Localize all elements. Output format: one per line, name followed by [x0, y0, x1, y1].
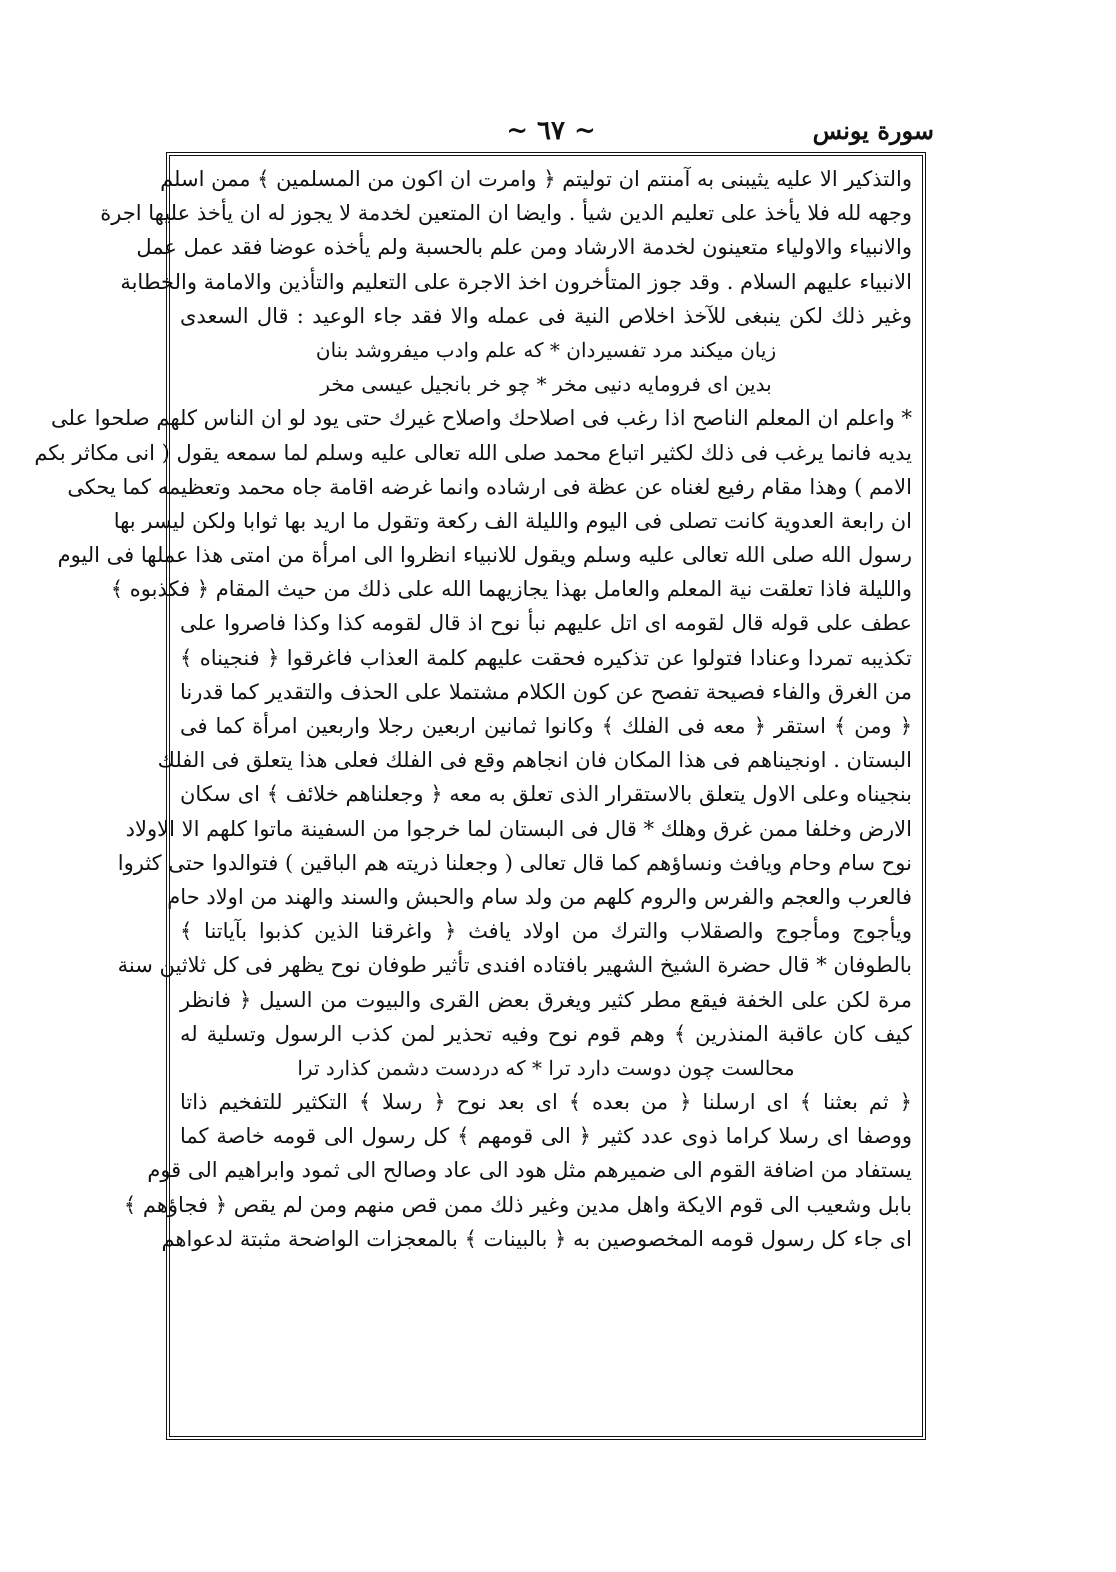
- poetry-verse: بدين اى فرومايه دنيى مخر * چو خر بانجيل عيسى مخر: [320, 372, 772, 397]
- poetry-verse: محالست چون دوست دارد ترا * كه دردست دشمن كذارد ترا: [297, 1055, 795, 1080]
- text-line: الانبياء عليهم السلام . وقد جوز المتأخرون اخذ الاجرة على التعليم والتأذين والامامة والخطابة: [120, 269, 912, 294]
- text-line: بالطوفان * قال حضرة الشيخ الشهير بافتاده افندى تأثير طوفان نوح يظهر فى كل ثلاثين سنة: [117, 953, 912, 978]
- text-line: ﴿ ثم بعثنا ﴾ اى ارسلنا ﴿ من بعده ﴾ اى بعد نوح ﴿ رسلا ﴾ التكثير للتفخيم ذاتا: [180, 1090, 912, 1115]
- text-line: والتذكير الا عليه يثيبنى به آمنتم ان توليتم ﴿ وامرت ان اكون من المسلمين ﴾ ممن اسلم: [160, 167, 912, 191]
- text-line: بنجيناه وعلى الاول يتعلق بالاستقرار الذى تعلق به معه ﴿ وجعلناهم خلائف ﴾ اى سكان: [180, 782, 912, 807]
- text-line: ان رابعة العدوية كانت تصلى فى اليوم والليلة الف ركعة وتقول ما اريد بها ثوابا ولكن ليسر بها: [113, 508, 912, 533]
- surah-title: سورة يونس: [812, 116, 934, 145]
- page-header: [168, 112, 934, 152]
- text-line: يديه فانما يرغب فى ذلك لكثير اتباع محمد صلى الله تعالى عليه وسلم لما سمعه يقول ( انى مكاثر بكم: [34, 440, 912, 465]
- text-line: * واعلم ان المعلم الناصح اذا رغب فى اصلاحك واصلاح غيرك حتى يود لو ان الناس كلهم صلحوا على: [50, 406, 912, 431]
- text-line: فالعرب والعجم والفرس والروم كلهم من ولد سام والحبش والسند والهند من اولاد حام: [167, 884, 912, 909]
- text-line: الامم ) وهذا مقام رفيع لغناه عن عظة فى ارشاده وانما غرضه اقامة جاه محمد وتعظيمه كما يحكى: [67, 474, 912, 499]
- text-frame: [34, 152, 926, 1440]
- text-line: رسول الله صلى الله تعالى عليه وسلم ويقول للانبياء انظروا الى امرأة من امتى هذا عملها فى اليوم: [57, 543, 912, 568]
- text-line: ووصفا اى رسلا كراما ذوى عدد كثير ﴿ الى قومهم ﴾ كل رسول الى قومه خاصة كما: [180, 1124, 912, 1149]
- text-line: الارض وخلفا ممن غرق وهلك * قال فى البستان لما خرجوا من السفينة ماتوا كلهم الا الاولاد: [125, 816, 912, 841]
- text-line: ويأجوج ومأجوج والصقلاب والترك من اولاد يافث ﴿ واغرقنا الذين كذبوا بآياتنا ﴾: [180, 919, 912, 944]
- text-line: وغير ذلك لكن ينبغى للآخذ اخلاص النية فى عمله والا فقد جاء الوعيد : قال السعدى: [180, 303, 912, 328]
- text-line: كيف كان عاقبة المنذرين ﴾ وهم قوم نوح وفيه تحذير لمن كذب الرسول وتسلية له: [180, 1021, 912, 1046]
- poetry-verse: زيان ميكند مرد تفسيردان * كه علم وادب ميفروشد بنان: [315, 337, 777, 362]
- text-line: نوح سام وحام ويافث ونساؤهم كما قال تعالى ( وجعلنا ذريته هم الباقين ) فتوالدوا حتى كثروا: [117, 850, 912, 875]
- page-number: ~ ٦٧ ~: [506, 116, 596, 146]
- text-line: اى جاء كل رسول قومه المخصوصين به ﴿ بالبينات ﴾ بالمعجزات الواضحة مثبتة لدعواهم: [161, 1226, 912, 1251]
- text-line: من الغرق والفاء فصيحة تفصح عن كون الكلام مشتملا على الحذف والتقدير كما قدرنا: [180, 679, 912, 704]
- text-line: وجهه لله فلا يأخذ على تعليم الدين شيأ . وايضا ان المتعين لخدمة لا يجوز له ان يأخذ عليها اجرة: [100, 201, 912, 226]
- text-line: البستان . اونجيناهم فى هذا المكان فان انجاهم وقع فى الفلك فعلى هذا يتعلق فى الفلك: [157, 748, 912, 773]
- text-line: يستفاد من اضافة القوم الى ضميرهم مثل هود الى عاد وصالح الى ثمود وابراهيم الى قوم: [147, 1158, 912, 1183]
- page-body: [34, 162, 912, 1430]
- text-line: عطف على قوله قال لقومه اى اتل عليهم نبأ نوح اذ قال لقومه كذا وكذا فاصروا على: [180, 611, 912, 636]
- text-line: تكذيبه تمردا وعنادا فتولوا عن تذكيره فحقت عليهم كلمة العذاب فاغرقوا ﴿ فنجيناه ﴾: [180, 645, 912, 670]
- text-line: والليلة فاذا تعلقت نية المعلم والعامل بهذا يجازيهما الله على ذلك من حيث المقام ﴿ فكذبوه ﴾: [110, 577, 912, 602]
- text-line: بابل وشعيب الى قوم الايكة واهل مدين وغير ذلك ممن قص منهم ومن لم يقص ﴿ فجاؤهم ﴾: [123, 1192, 912, 1217]
- text-line: ﴿ ومن ﴾ استقر ﴿ معه فى الفلك ﴾ وكانوا ثمانين اربعين رجلا واربعين امرأة كما فى: [180, 714, 912, 738]
- text-line: والانبياء والاولياء متعينون لخدمة الارشاد ومن علم بالحسبة ولم يأخذه عوضا فقد عمل عمل: [136, 235, 912, 260]
- text-line: مرة لكن على الخفة فيقع مطر كثير ويغرق بعض القرى والبيوت من السيل ﴿ فانظر: [180, 987, 912, 1012]
